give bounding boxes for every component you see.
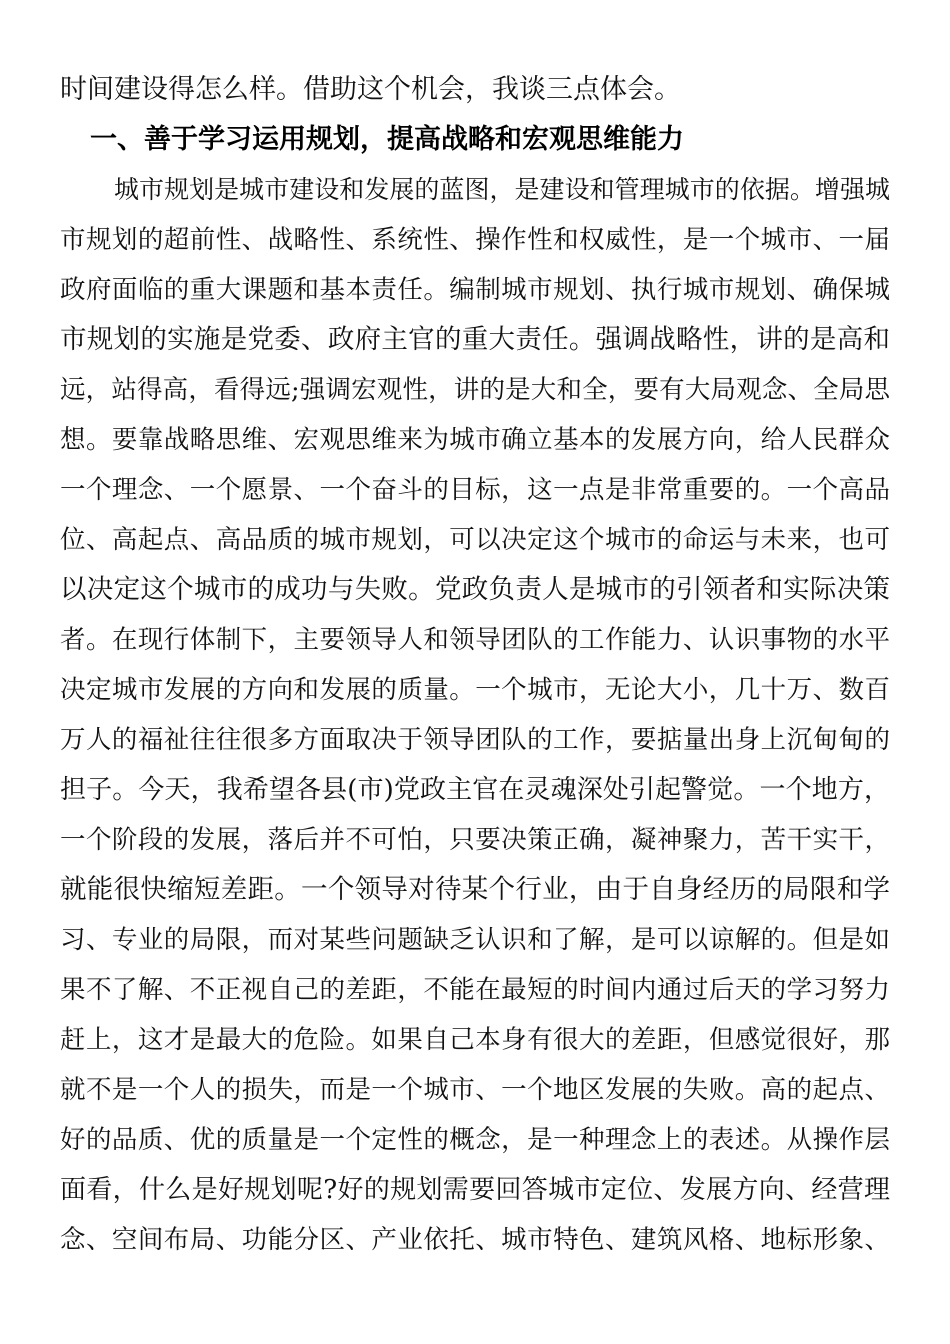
paragraph-line: 者。在现行体制下，主要领导人和领导团队的工作能力、认识事物的水平 <box>60 625 890 655</box>
paragraph-line: 习、专业的局限，而对某些问题缺乏认识和了解，是可以谅解的。但是如 <box>60 925 890 955</box>
paragraph-line: 面看，什么是好规划呢?好的规划需要回答城市定位、发展方向、经营理 <box>60 1175 890 1205</box>
paragraph-line: 果不了解、不正视自己的差距，不能在最短的时间内通过后天的学习努力 <box>60 975 890 1005</box>
lead-text-line: 时间建设得怎么样。借助这个机会，我谈三点体会。 <box>60 74 681 105</box>
paragraph-line: 决定城市发展的方向和发展的质量。一个城市，无论大小，几十万、数百 <box>60 675 890 705</box>
paragraph-line: 政府面临的重大课题和基本责任。编制城市规划、执行城市规划、确保城 <box>60 275 890 305</box>
paragraph-line: 就不是一个人的损失，而是一个城市、一个地区发展的失败。高的起点、 <box>60 1075 890 1105</box>
section-heading: 一、善于学习运用规划，提高战略和宏观思维能力 <box>90 124 684 155</box>
paragraph-line: 万人的福祉往往很多方面取决于领导团队的工作，要掂量出身上沉甸甸的 <box>60 725 890 755</box>
paragraph-line: 念、空间布局、功能分区、产业依托、城市特色、建筑风格、地标形象、 <box>60 1225 890 1255</box>
paragraph-line: 担子。今天，我希望各县(市)党政主官在灵魂深处引起警觉。一个地方， <box>60 775 890 805</box>
paragraph-line: 以决定这个城市的成功与失败。党政负责人是城市的引领者和实际决策 <box>60 574 890 605</box>
paragraph-line: 市规划的实施是党委、政府主官的重大责任。强调战略性，讲的是高和 <box>60 324 890 355</box>
paragraph-line: 一个理念、一个愿景、一个奋斗的目标，这一点是非常重要的。一个高品 <box>60 475 890 505</box>
paragraph-line: 市规划的超前性、战略性、系统性、操作性和权威性，是一个城市、一届 <box>60 225 890 255</box>
paragraph-line: 好的品质、优的质量是一个定性的概念，是一种理念上的表述。从操作层 <box>60 1125 890 1155</box>
paragraph-line: 远，站得高，看得远;强调宏观性，讲的是大和全，要有大局观念、全局思 <box>60 375 890 405</box>
paragraph-line: 一个阶段的发展，落后并不可怕，只要决策正确，凝神聚力，苦干实干， <box>60 825 890 855</box>
paragraph-line: 位、高起点、高品质的城市规划，可以决定这个城市的命运与未来，也可 <box>60 525 890 555</box>
paragraph-line: 赶上，这才是最大的危险。如果自己本身有很大的差距，但感觉很好，那 <box>60 1025 890 1055</box>
paragraph-line: 想。要靠战略思维、宏观思维来为城市确立基本的发展方向，给人民群众 <box>60 425 890 455</box>
paragraph-line: 城市规划是城市建设和发展的蓝图，是建设和管理城市的依据。增强城 <box>114 175 890 204</box>
paragraph-line: 就能很快缩短差距。一个领导对待某个行业，由于自身经历的局限和学 <box>60 874 890 905</box>
